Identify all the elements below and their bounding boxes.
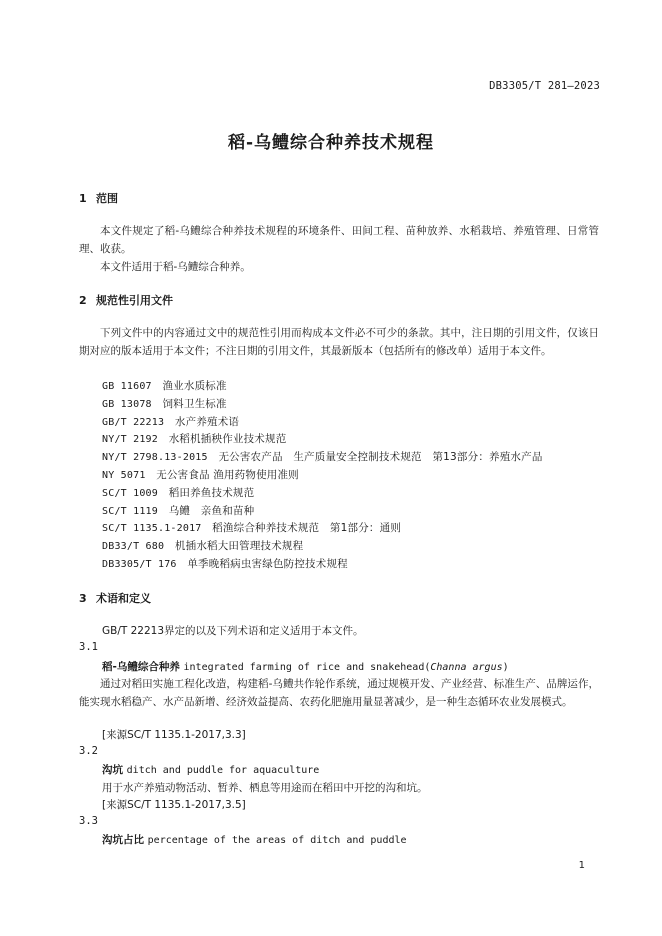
section-number: 2 bbox=[79, 294, 87, 307]
reference-item: NY/T 2192 水稻机插秧作业技术规范 bbox=[102, 433, 287, 445]
term-source: [来源SC/T 1135.1-2017,3.3] bbox=[102, 729, 246, 741]
references-intro-paragraph: 下列文件中的内容通过文中的规范性引用而构成本文件必不可少的条款。其中，注日期的引用文件，仅该日期对应的版本适用于本文件；不注日期的引用文件，其最新版本（包括所有的修改单）适用于本文件。 bbox=[79, 327, 599, 357]
term-title: 沟坑 ditch and puddle for aquaculture bbox=[102, 764, 320, 776]
scope-paragraph-1: 本文件规定了稻-乌鳢综合种养技术规程的环境条件、田间工程、苗种放养、水稻栽培、养殖管理、日常管理、收获。 bbox=[79, 225, 599, 255]
reference-item: SC/T 1135.1-2017 稻渔综合种养技术规范 第1部分：通则 bbox=[102, 522, 402, 534]
reference-item: SC/T 1009 稻田养鱼技术规范 bbox=[102, 487, 255, 499]
term-definition: 用于水产养殖动物活动、暂养、栖息等用途而在稻田中开挖的沟和坑。 bbox=[102, 782, 428, 794]
section-heading-scope bbox=[79, 190, 118, 206]
reference-item: GB/T 22213 水产养殖术语 bbox=[102, 416, 240, 428]
term-number: 3.2 bbox=[79, 745, 98, 757]
section-title: 范围 bbox=[96, 192, 118, 205]
term-source: [来源SC/T 1135.1-2017,3.5] bbox=[102, 799, 246, 811]
document-title: 稻-乌鳢综合种养技术规程 bbox=[227, 133, 435, 153]
terms-intro: GB/T 22213界定的以及下列术语和定义适用于本文件。 bbox=[102, 625, 364, 637]
term-number: 3.1 bbox=[79, 641, 98, 653]
section-number: 3 bbox=[79, 592, 87, 605]
scope-paragraph-2: 本文件适用于稻-乌鳢综合种养。 bbox=[100, 261, 251, 273]
term-title: 稻-乌鳢综合种养 integrated farming of rice and snakehead(Channa argus) bbox=[102, 661, 509, 673]
section-title: 术语和定义 bbox=[96, 592, 151, 605]
reference-item: NY/T 2798.13-2015 无公害农产品 生产质量安全控制技术规范 第13部分：养殖水产品 bbox=[102, 451, 543, 463]
page-number: 1 bbox=[578, 860, 585, 871]
term-number: 3.3 bbox=[79, 815, 98, 827]
reference-item: GB 11607 渔业水质标准 bbox=[102, 380, 227, 392]
reference-item: NY 5071 无公害食品 渔用药物使用准则 bbox=[102, 469, 299, 481]
reference-item: SC/T 1119 乌鳢 亲鱼和苗种 bbox=[102, 505, 255, 517]
section-heading-terms bbox=[79, 590, 151, 606]
reference-item: GB 13078 饲料卫生标准 bbox=[102, 398, 227, 410]
section-heading-normative-references bbox=[79, 292, 173, 308]
doc-code: DB3305/T 281—2023 bbox=[489, 80, 600, 92]
reference-item: DB3305/T 176 单季晚稻病虫害绿色防控技术规程 bbox=[102, 558, 348, 570]
term-definition: 通过对稻田实施工程化改造，构建稻-乌鳢共作轮作系统，通过规模开发、产业经营、标准生产、品牌运作，能实现水稻稳产、水产品新增、经济效益提高、农药化肥施用量显著减少，是一种生态循环农业发展模式。 bbox=[79, 678, 599, 708]
term-title: 沟坑占比 percentage of the areas of ditch and puddle bbox=[102, 834, 407, 846]
section-title: 规范性引用文件 bbox=[96, 294, 173, 307]
section-number: 1 bbox=[79, 192, 87, 205]
reference-item: DB33/T 680 机插水稻大田管理技术规程 bbox=[102, 540, 304, 552]
